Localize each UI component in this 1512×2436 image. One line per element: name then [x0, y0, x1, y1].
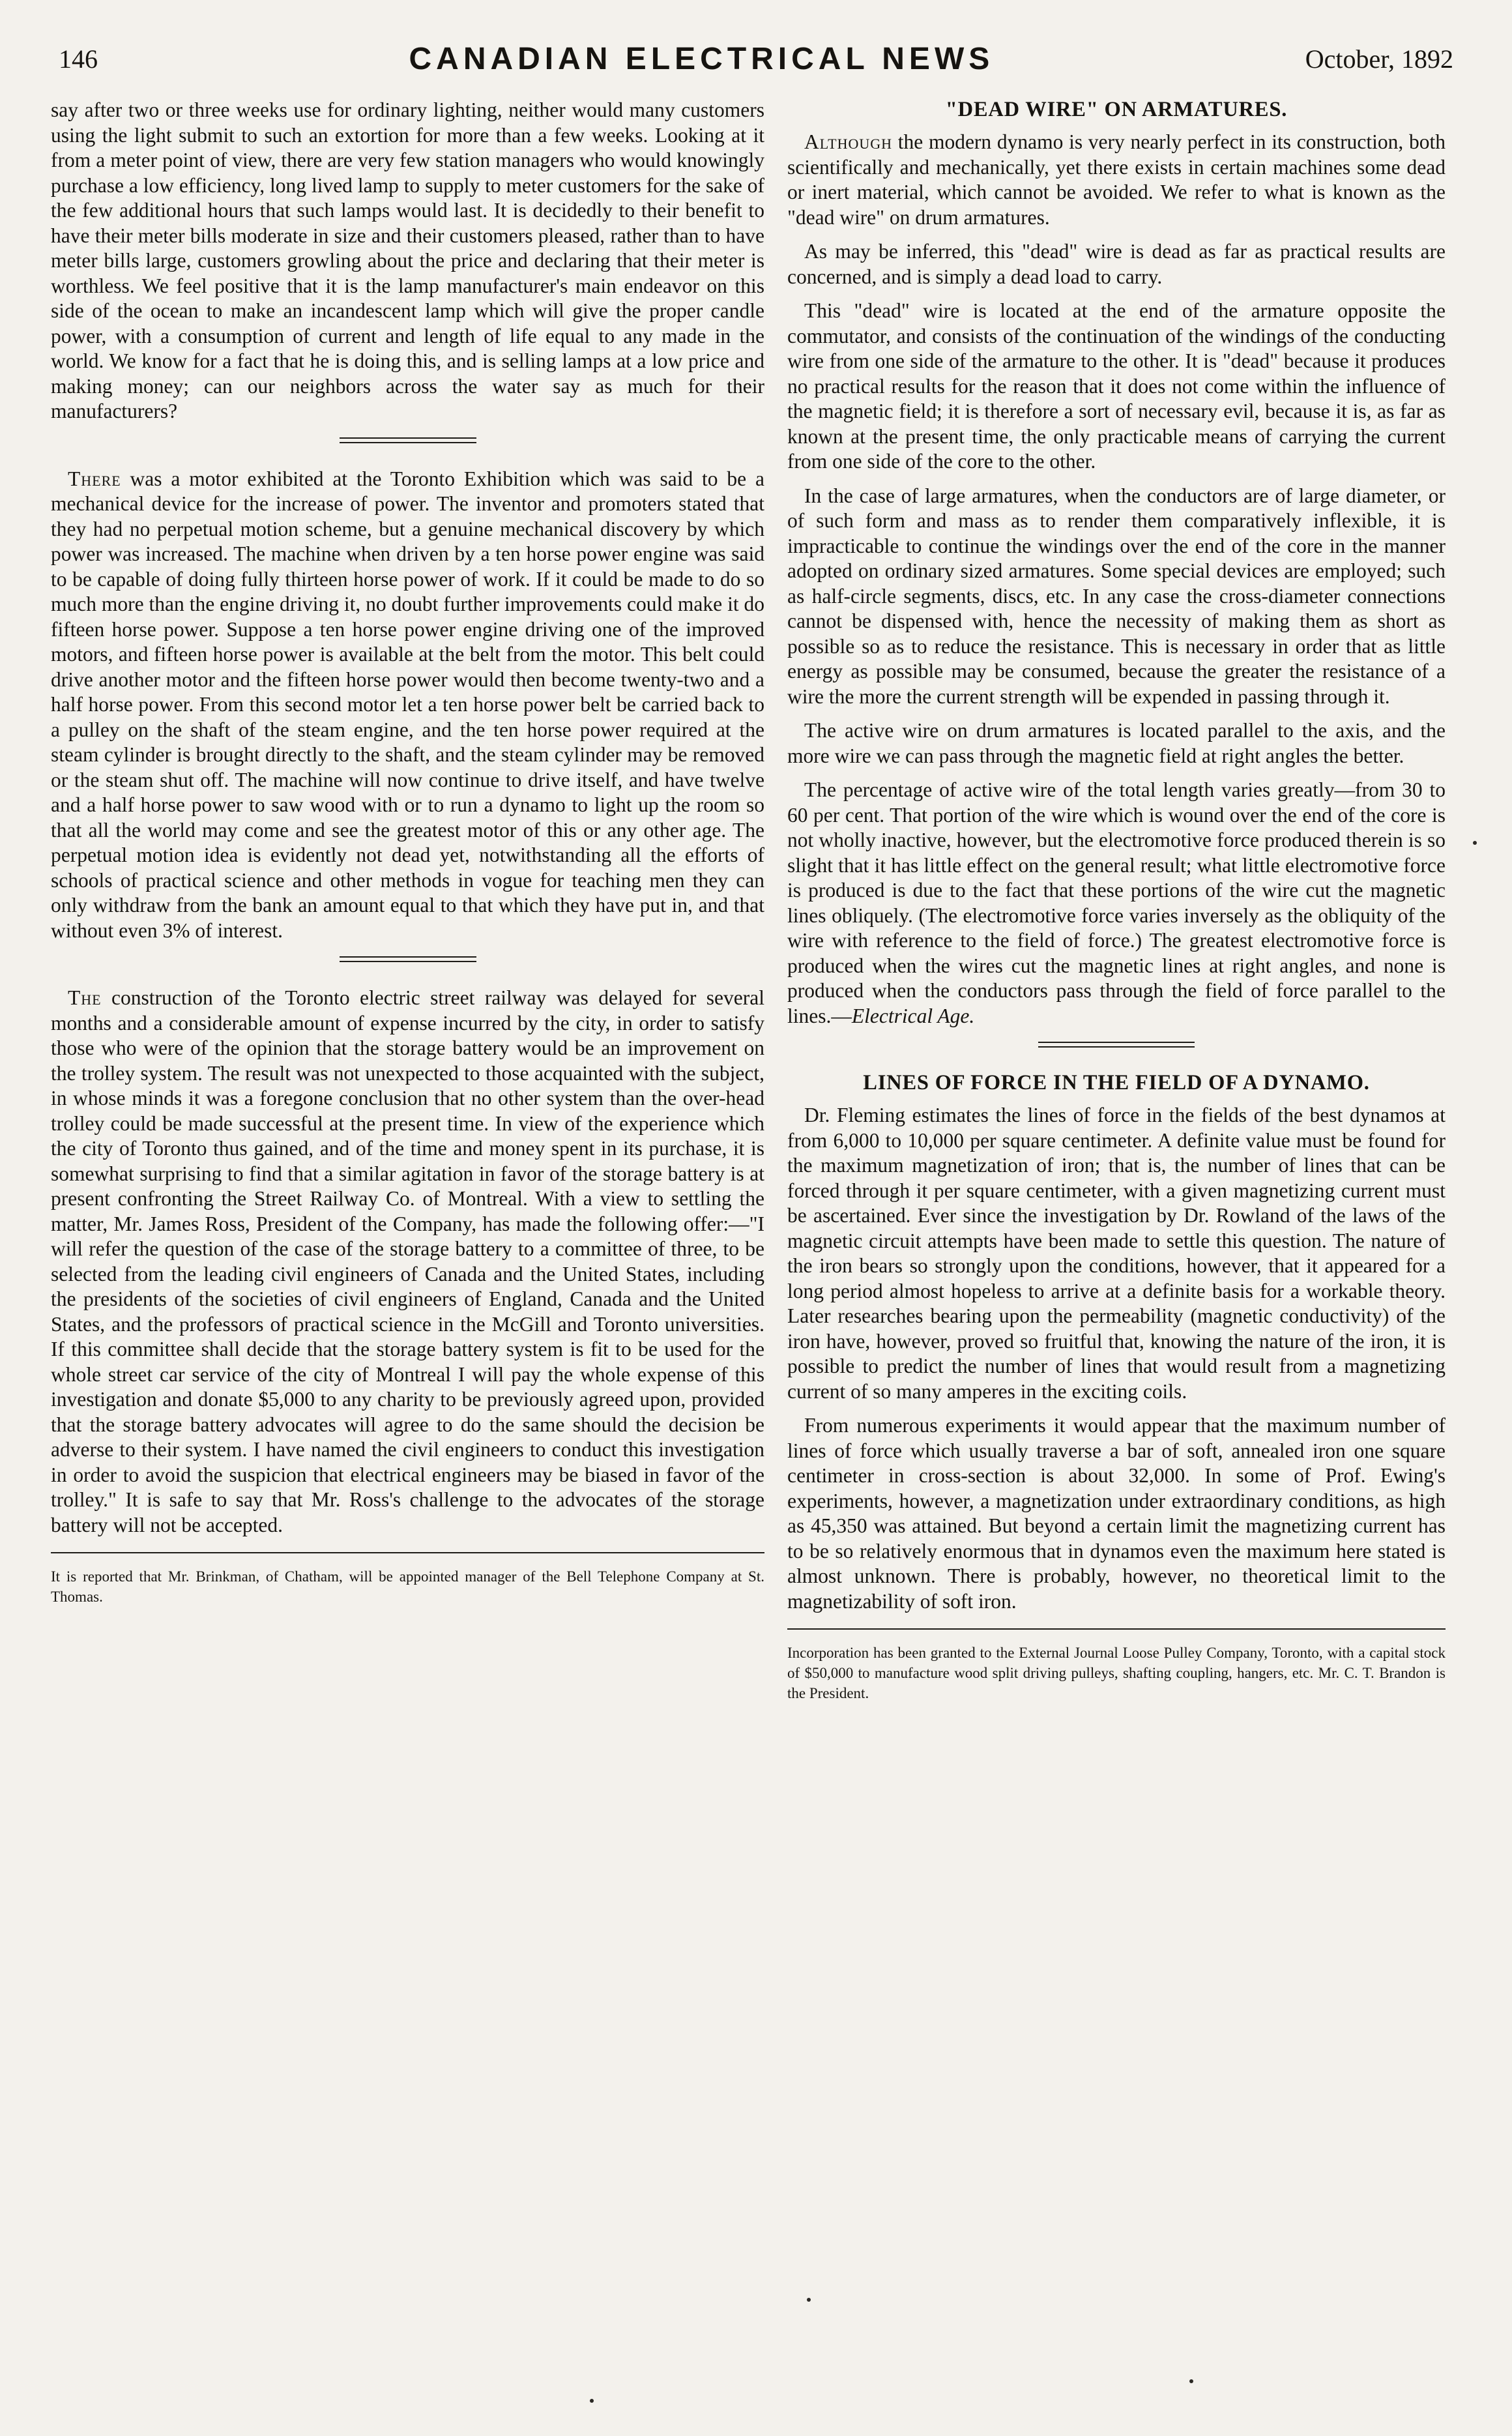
speck [1473, 841, 1477, 845]
dead-wire-paragraph [787, 778, 1446, 1029]
dead-wire-paragraph: The active wire on drum armatures is located parallel to the axis, and the more wire we can pass through the magnetic field at right angles the better. [787, 719, 1446, 767]
brief-note-incorporation: Incorporation has been granted to the External Journal Loose Pulley Company, Toronto, with a capital stock of $50,000 to manufacture wood split driving pulleys, shafting coupling, hangers, etc. Mr. C. T. Brandon is the President. [787, 1645, 1446, 1701]
issue-date: October, 1892 [1305, 44, 1453, 74]
article-title-lines-of-force: LINES OF FORCE IN THE FIELD OF A DYNAMO. [863, 1071, 1370, 1094]
article-title-dead-wire: "DEAD WIRE" ON ARMATURES. [945, 98, 1288, 121]
railway-item-text: construction of the Toronto electric street railway was delayed for several months and a considerable amount of expense incurred by the city, in order to satisfy those who were of the opinion that the storage battery would be an improvement on the trolley system. The result was not unexpected to those acquainted with the subject, in whose minds it was a foregone conclusion that no other system than the over-head trolley could be made successful at the present time. In view of the experience which the city of Toronto thus gained, and of the time and money spent in its purchase, it is somewhat surprising to find that a similar agitation in favor of the storage battery is at present confronting the Street Railway Co. of Montreal. With a view to settling the matter, Mr. James Ross, President of the Company, has made the following offer:—"I will refer the question of the case of the storage battery to a committee of three, to be selected from the leading civil engineers of Canada and the United States, including the presidents of the societies of civil engineers of England, Canada and the United States, and the professors of practical science in the McGill and Toronto universities. If this committee shall decide that the storage battery system is fit to be used for the whole street car service of the city of Montreal I will pay the whole expense of this investigation and donate $5,000 to any charity to be previously agreed upon, provided that the storage battery advocates will agree to do the same should the decision be adverse to their system. I have named the civil engineers to conduct this investigation in order to avoid the suspicion that electrical engineers may be biased in favor of the trolley." It is safe to say that Mr. Ross's challenge to the advocates of the storage battery will not be accepted. [51, 986, 764, 1536]
brief-divider [787, 1628, 1446, 1630]
railway-item-lead: The [68, 986, 102, 1009]
section-divider [1038, 1042, 1195, 1048]
brief-note-brinkman: It is reported that Mr. Brinkman, of Chatham, will be appointed manager of the Bell Telephone Company at St. Thomas. [51, 1568, 764, 1605]
dead-wire-paragraph [787, 130, 1446, 230]
right-column [787, 98, 1446, 1703]
page-header [59, 36, 1453, 81]
dead-wire-paragraph: This "dead" wire is located at the end of the armature opposite the commutator, and consists of the continuation of the windings of the conducting wire from one side of the armature to the other. It is "dead" because it produces no practical results for the reason that it does not come within the influence of the magnetic field; it is therefore a sort of necessary evil, because it is, as far as known at the present time, the only practicable means of carrying the current from one side of the core to the other. [787, 299, 1446, 473]
dead-wire-paragraph-text: the modern dynamo is very nearly perfect in its construction, both scientifically and mechanically, yet there exists in certain machines some dead or inert material, which cannot be avoided. We refer to what is known as the "dead wire" on drum armatures. [787, 130, 1446, 229]
lines-of-force-paragraph: Dr. Fleming estimates the lines of force in the fields of the best dynamos at from 6,000 to 10,000 per square centimeter. A definite value must be found for the maximum magnetization of iron; that is, the number of lines that can be forced through it per square centimeter, with a given magnetizing current must be ascertained. Ever since the investigation by Dr. Rowland of the laws of the magnetic circuit attempts have been made to settle this question. The nature of the iron bears so strongly upon the conditions, however, that it appeared for a long period almost hopeless to arrive at a definite basis for a workable theory. Later researches bearing upon the permeability (magnetic conductivity) of the iron have, however, proved so fruitful that, knowing the nature of the iron, it is possible to predict the number of lines that would result from a magnetizing current of so many amperes in the exciting coils. [787, 1104, 1446, 1403]
brief-divider [51, 1552, 764, 1553]
motor-item [51, 467, 764, 944]
lines-of-force-paragraph: From numerous experiments it would appear that the maximum number of lines of force which usually traverse a bar of soft, annealed iron one square centimeter in cross-section is about 32,000. In some of Prof. Ewing's experiments, however, a magnetization under extraordinary conditions, as high as 45,350 was attained. But beyond a certain limit the magnetizing current has to be so relatively enormous that in dynamos even the maximum here stated is almost unknown. There is probably, however, no theoretical limit to the magnetizability of soft iron. [787, 1414, 1446, 1613]
speck [807, 2298, 811, 2302]
railway-item [51, 986, 764, 1538]
speck [1189, 2379, 1193, 2383]
speck [590, 2399, 594, 2403]
section-divider [340, 956, 476, 962]
motor-item-lead: There [68, 467, 121, 490]
article-source: Electrical Age. [851, 1004, 975, 1027]
masthead: CANADIAN ELECTRICAL NEWS [409, 41, 995, 76]
left-column [51, 98, 764, 1607]
dead-wire-paragraph-text: The percentage of active wire of the total length varies greatly—from 30 to 60 per cent. That portion of the wire which is wound over the end of the core is not wholly inactive, however, but the electromotive force produced therein is so slight that it has little effect on the general result; what little electromotive force is produced is due to the fact that these portions of the wire cut the magnetic lines obliquely. (The electromotive force varies inversely as the obliquity of the wire with reference to the field of force.) The greatest electromotive force is produced when the wires cut the magnetic lines at right angles, and none is produced when the conductors pass through the field of force parallel to the lines.— [787, 778, 1446, 1027]
section-divider [340, 437, 476, 443]
dead-wire-paragraph: As may be inferred, this "dead" wire is dead as far as practical results are concerned, and is simply a dead load to carry. [787, 240, 1446, 288]
dead-wire-paragraph: In the case of large armatures, when the conductors are of large diameter, or of such form and mass as to render them comparatively inflexible, it is impracticable to continue the windings over the end of the core in the manner adopted on ordinary sized armatures. Some special devices are employed; such as half-circle segments, discs, etc. In any case the cross-diameter connections cannot be dispensed with, hence the necessity of making them as short as possible so as to reduce the resistance. This is necessary in order that as little energy as possible may be consumed, because the greater the resistance of a wire the more the current strength will be expended in passing through it. [787, 484, 1446, 708]
dead-wire-lead: Although [804, 130, 893, 153]
motor-item-text: was a motor exhibited at the Toronto Exhibition which was said to be a mechanical device for the increase of power. The inventor and promoters stated that they had no perpetual motion scheme, but a genuine mechanical discovery by which power was increased. The machine when driven by a ten horse power engine was said to be capable of doing fully thirteen horse power of work. If it could be made to do so much more than the engine driving it, no doubt further improvements could make it do fifteen horse power. Suppose a ten horse power engine driving one of the improved motors, and fifteen horse power is available at the belt from the motor. This belt could drive another motor and the fifteen horse power would then become twenty-two and a half horse power. From this second motor let a ten horse power belt be carried back to a pulley on the shaft of the steam engine, and the ten horse power required at the steam cylinder is brought directly to the shaft, and the steam cylinder may be removed or the steam shut off. The machine will now continue to drive itself, and have twelve and a half horse power to saw wood with or to run a dynamo to light up the room so that all the world may come and see the greatest motor of this or any other age. The perpetual motion idea is evidently not dead yet, notwithstanding all the efforts of schools of practical science and other methods in vogue for teaching men they can only withdraw from the bank an amount equal to that which they have put in, and that without even 3% of interest. [51, 467, 764, 942]
page-number: 146 [59, 44, 98, 74]
lamp-article-continuation: say after two or three weeks use for ordinary lighting, neither would many customers using the light submit to such an extortion for more than a few weeks. Looking at it from a meter point of view, there are very few station managers who would knowingly purchase a low efficiency, long lived lamp to supply to meter customers for the sake of the few additional hours that such lamps would last. It is decidedly to their benefit to have their meter bills moderate in size and their customers pleased, rather than to have meter bills large, customers growling about the price and declaring that their meter is worthless. We feel positive that it is the lamp manufacturer's main endeavor on this side of the ocean to make an incandescent lamp which will give the proper candle power, with a consumption of current and length of life equal to any made in the world. We know for a fact that he is doing this, and is selling lamps at a low price and making money; can our neighbors across the water say as much for their manufacturers? [51, 98, 764, 422]
